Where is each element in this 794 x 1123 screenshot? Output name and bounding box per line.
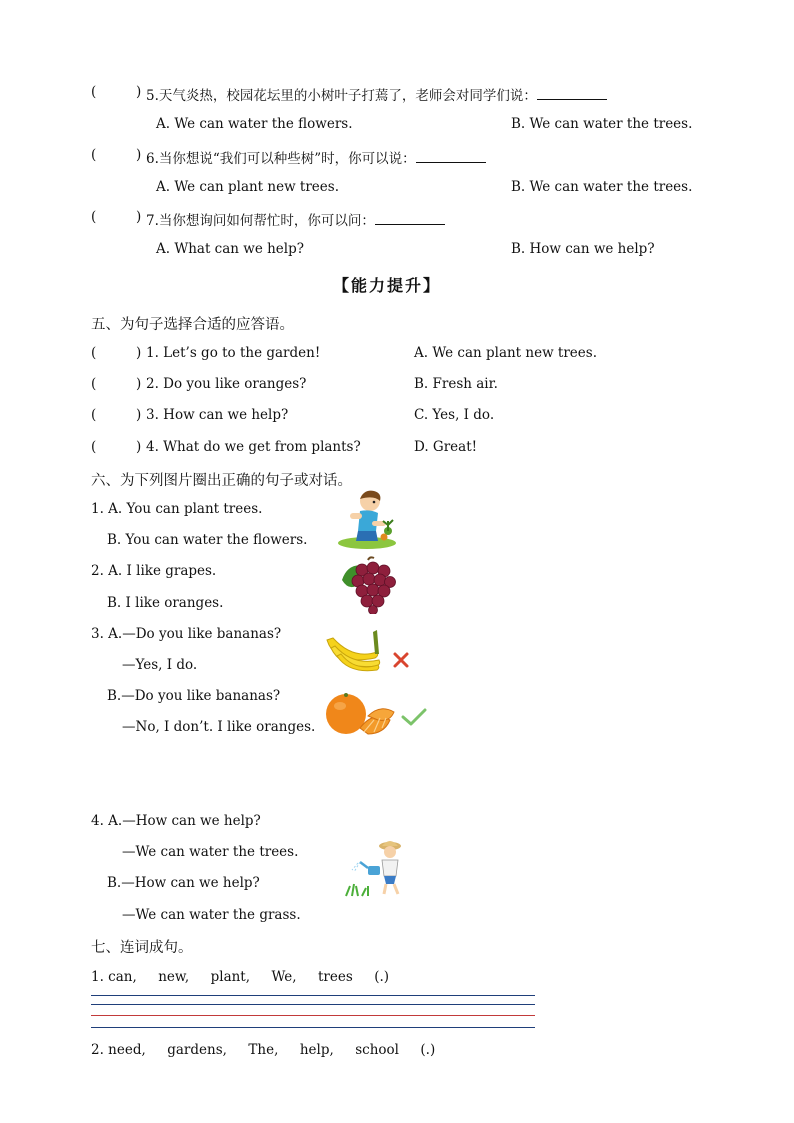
writing-line-bottom	[91, 1027, 535, 1028]
writing-line-middle	[91, 1015, 535, 1016]
q5-answer-paren-open[interactable]: (	[91, 84, 97, 100]
q7-stem	[146, 209, 445, 229]
q6-paren-open[interactable]: (	[91, 147, 97, 163]
q7-answer-blank[interactable]	[375, 210, 445, 225]
q6-stem-text: 6.当你想说“我们可以种些树”时，你可以说：	[146, 151, 416, 167]
q5-stem	[146, 84, 607, 104]
p5-item3-question: 3. How can we help?	[146, 407, 289, 423]
p6-q3-b-line2[interactable]: —No, I don’t. I like oranges.	[122, 719, 316, 735]
p5-item2-paren-close: )	[136, 376, 142, 392]
q5-answer-blank[interactable]	[537, 85, 607, 100]
q6-option-a[interactable]: A. We can plant new trees.	[156, 179, 340, 195]
p5-item2-paren[interactable]: (	[91, 376, 97, 392]
p5-item3-paren[interactable]: (	[91, 407, 97, 423]
q5-row	[91, 84, 96, 100]
p5-option-d: D. Great!	[414, 439, 478, 455]
p5-item4-paren[interactable]: (	[91, 439, 97, 455]
check-icon	[401, 707, 427, 727]
oranges-picture	[324, 690, 398, 740]
q7-option-b[interactable]: B. How can we help?	[511, 241, 655, 257]
p5-option-c: C. Yes, I do.	[414, 407, 495, 423]
bananas-picture	[323, 626, 383, 672]
q6-option-b[interactable]: B. We can water the trees.	[511, 179, 693, 195]
p5-item4-paren-close: )	[136, 439, 142, 455]
p6-q3-a-line1[interactable]: 3. A.—Do you like bananas?	[91, 626, 282, 642]
section-title: 【能力提升】	[333, 276, 442, 295]
q7-paren-close: )	[136, 209, 142, 225]
q7-stem-text: 7.当你想询问如何帮忙时，你可以问：	[146, 213, 375, 229]
p7-q1-words: 1. can, new, plant, We, trees (.)	[91, 969, 390, 985]
writing-line-second	[91, 1004, 535, 1005]
q6-answer-blank[interactable]	[416, 148, 486, 163]
p5-option-a: A. We can plant new trees.	[414, 345, 598, 361]
p6-q3-b-line1[interactable]: B.—Do you like bananas?	[107, 688, 281, 704]
q5-option-b[interactable]: B. We can water the trees.	[511, 116, 693, 132]
p6-q1-option-a[interactable]: 1. A. You can plant trees.	[91, 501, 263, 517]
p6-q4-a-line2[interactable]: —We can water the trees.	[122, 844, 299, 860]
cross-icon	[392, 651, 410, 669]
p6-q4-a-line1[interactable]: 4. A.—How can we help?	[91, 813, 261, 829]
p5-item2-question: 2. Do you like oranges?	[146, 376, 307, 392]
part6-heading: 六、为下列图片圈出正确的句子或对话。	[91, 473, 352, 489]
q6-stem	[146, 147, 486, 167]
p5-item1-question: 1. Let’s go to the garden!	[146, 345, 321, 361]
p5-item1-paren[interactable]: (	[91, 345, 97, 361]
boy-planting-picture	[336, 487, 398, 551]
q6-paren-close: )	[136, 147, 142, 163]
part5-heading: 五、为句子选择合适的应答语。	[91, 317, 294, 333]
p5-item4-question: 4. What do we get from plants?	[146, 439, 361, 455]
girl-watering-grass-picture	[344, 838, 410, 900]
p6-q2-option-b[interactable]: B. I like oranges.	[107, 595, 224, 611]
p6-q2-option-a[interactable]: 2. A. I like grapes.	[91, 563, 217, 579]
p5-option-b: B. Fresh air.	[414, 376, 498, 392]
p5-item1-paren-close: )	[136, 345, 142, 361]
q5-option-a[interactable]: A. We can water the flowers.	[156, 116, 353, 132]
p6-q4-b-line2[interactable]: —We can water the grass.	[122, 907, 301, 923]
p5-item3-paren-close: )	[136, 407, 142, 423]
p6-q4-b-line1[interactable]: B.—How can we help?	[107, 875, 260, 891]
q7-option-a[interactable]: A. What can we help?	[156, 241, 304, 257]
q7-paren-open[interactable]: (	[91, 209, 97, 225]
grapes-picture	[338, 556, 398, 614]
p7-q2-words: 2. need, gardens, The, help, school (.)	[91, 1042, 436, 1058]
p6-q1-option-b[interactable]: B. You can water the flowers.	[107, 532, 308, 548]
part7-heading: 七、连词成句。	[91, 940, 193, 956]
writing-line-top	[91, 995, 535, 996]
p6-q3-a-line2[interactable]: —Yes, I do.	[122, 657, 198, 673]
q5-paren-close: )	[136, 84, 142, 100]
q5-stem-text: 5.天气炎热，校园花坛里的小树叶子打蔫了，老师会对同学们说：	[146, 88, 537, 104]
